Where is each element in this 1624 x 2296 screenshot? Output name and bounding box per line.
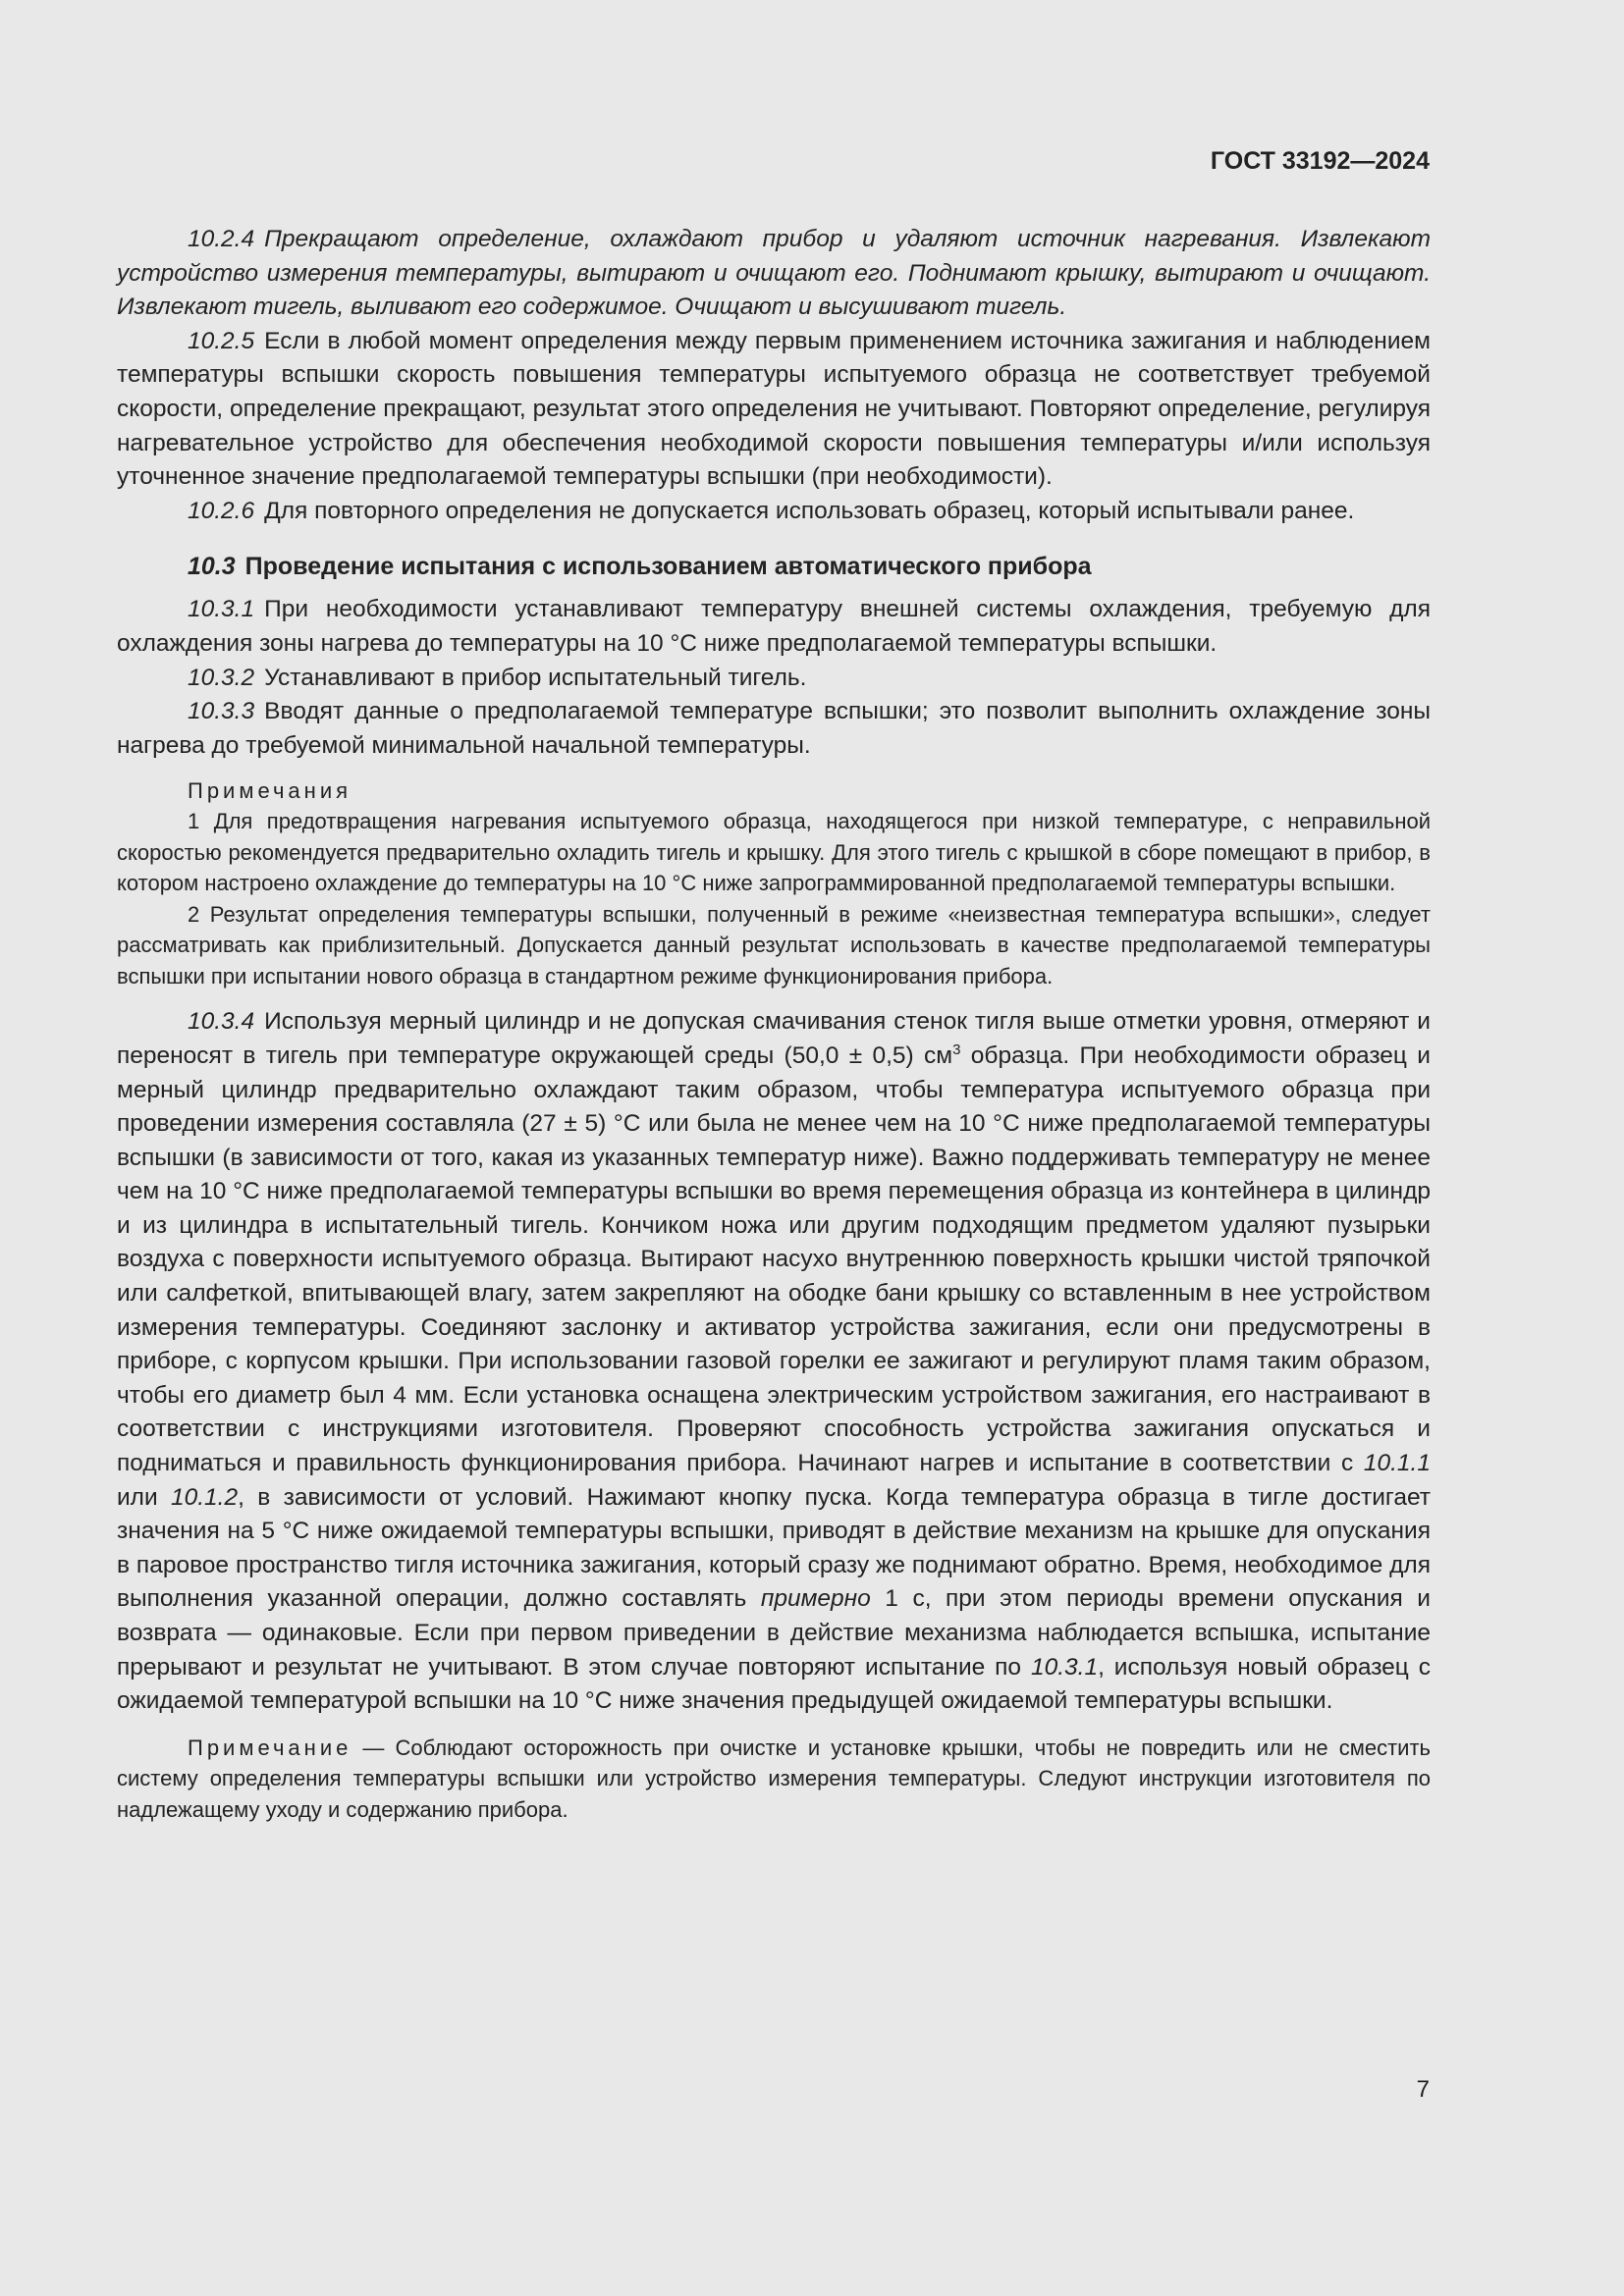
- note-label: Примечание: [188, 1735, 352, 1760]
- clause-text-part: Используя мерный цилиндр и не допуская смачивания стенок тигля выше отметки уровня, отмеряют и переносят в тигель при температуре окружающей среды (50,0 ± 0,5) см: [117, 1008, 1431, 1069]
- paragraph-10-2-6: [117, 495, 1431, 529]
- clause-number: 10.2.5: [188, 327, 255, 354]
- paragraph-10-2-5: [117, 325, 1431, 495]
- clause-number: 10.3.3: [188, 698, 255, 725]
- section-title: Проведение испытания с использованием автоматического прибора: [244, 553, 1092, 581]
- clause-reference: 10.3.1: [1030, 1653, 1099, 1681]
- clause-reference: 10.1.1: [1363, 1450, 1431, 1477]
- clause-number: 10.2.6: [188, 497, 255, 524]
- note-1: 1 Для предотвращения нагревания испытуемого образца, находящегося при низкой температуре, с неправильной скоростью рекомендуется предварительно охладить тигель и крышку. Для этого тигель с крышкой в сборе помещают в прибор, в котором настроено охлаждение до температуры на 10 °С ниже запрограммированной предполагаемой температуры вспышки.: [117, 809, 1431, 896]
- clause-number: 10.3.1: [188, 596, 255, 623]
- notes-title: Примечания: [188, 778, 352, 804]
- emphasis: примерно: [760, 1585, 871, 1613]
- superscript: 3: [952, 1041, 961, 1058]
- clause-text-part: 1 с, при этом периоды времени опускания и возврата — одинаковые. Если при первом приведении в действие механизма наблюдается вспышка, испытание прерывают и результат не учитывают. В этом случае повторяют испытание по: [117, 1585, 1431, 1681]
- document-code-header: ГОСТ 33192—2024: [1210, 147, 1430, 175]
- clause-text: Для повторного определения не допускается использовать образец, который испытывали ранее.: [264, 497, 1355, 524]
- section-number: 10.3: [188, 553, 236, 581]
- clause-reference: 10.1.2: [171, 1483, 239, 1511]
- paragraph-10-3-3: [117, 695, 1431, 763]
- clause-text: Если в любой момент определения между первым применением источника зажигания и наблюдением температуры вспышки скорость повышения температуры испытуемого образца не соответствует требуемой скорости, определение прекращают, результат этого определения не учитывают. Повторяют определение, регулируя нагревательное устройство для обеспечения необходимой скорости повышения температуры и/или используя уточненное значение предполагаемой температуры вспышки (при необходимости).: [117, 327, 1431, 491]
- clause-text: При необходимости устанавливают температуру внешней системы охлаждения, требуемую для охлаждения зоны нагрева до температуры на 10 °С ниже предполагаемой температуры вспышки.: [117, 596, 1431, 657]
- note-2: 2 Результат определения температуры вспышки, полученный в режиме «неизвестная температура вспышки», следует рассматривать как приблизительный. Допускается данный результат использовать в качестве предполагаемой температуры вспышки при испытании нового образца в стандартном режиме функционирования прибора.: [117, 901, 1431, 988]
- paragraph-10-3-2: [117, 662, 1431, 696]
- section-heading-10-3: [117, 550, 1431, 583]
- note-text: — Соблюдают осторожность при очистке и установке крышки, чтобы не повредить или не сместить систему определения температуры вспышки или устройство измерения температуры. Следуют инструкции изготовителя по надлежащему уходу и содержанию прибора.: [117, 1735, 1431, 1822]
- document-body: [117, 223, 1431, 1825]
- clause-text-part: , используя новый образец с ожидаемой температурой вспышки на 10 °С ниже значения предыдущей ожидаемой температуры вспышки.: [117, 1653, 1431, 1715]
- paragraph-10-2-4: [117, 223, 1431, 325]
- clause-text-part: образца. При необходимости образец и мерный цилиндр предварительно охлаждают таким образом, чтобы температура испытуемого образца при проведении измерения составляла (27 ± 5) °С или была не менее чем на 10 °С ниже предполагаемой температуры вспышки (в зависимости от того, какая из указанных температур ниже). Важно поддерживать температуру не менее чем на 10 °С ниже предполагаемой температуры вспышки во время перемещения образца из контейнера в цилиндр и из цилиндра в испытательный тигель. Кончиком ножа или другим подходящим предметом удаляют пузырьки воздуха с поверхности испытуемого образца. Вытирают насухо внутреннюю поверхность крышки чистой тряпочкой или салфеткой, впитывающей влагу, затем закрепляют на ободке бани крышку со вставленным в нее устройством измерения температуры. Соединяют заслонку и активатор устройства зажигания, если они предусмотрены в приборе, с корпусом крышки. При использовании газовой горелки ее зажигают и регулируют пламя таким образом, чтобы его диаметр был 4 мм. Если установка оснащена электрическим устройством зажигания, его настраивают в соответствии с инструкциями изготовителя. Проверяют способность устройства зажигания опускаться и подниматься и правильность функционирования прибора. Начинают нагрев и испытание в соответствии с: [117, 1041, 1431, 1477]
- clause-text-part: или: [117, 1483, 171, 1511]
- clause-number: 10.3.4: [188, 1008, 255, 1036]
- final-note: [117, 1733, 1431, 1826]
- clause-number: 10.2.4: [188, 226, 255, 252]
- clause-number: 10.3.2: [188, 664, 255, 691]
- paragraph-10-3-1: [117, 593, 1431, 661]
- clause-text: Устанавливают в прибор испытательный тигель.: [264, 664, 807, 691]
- clause-text: Прекращают определение, охлаждают прибор и удаляют источник нагревания. Извлекают устройство измерения температуры, вытирают и очищают его. Поднимают крышку, вытирают и очищают. Извлекают тигель, выливают его содержимое. Очищают и высушивают тигель.: [117, 226, 1431, 321]
- page-number: 7: [1416, 2076, 1430, 2103]
- paragraph-10-3-4: [117, 1005, 1431, 1718]
- clause-text-part: , в зависимости от условий. Нажимают кнопку пуска. Когда температура образца в тигле достигает значения на 5 °С ниже ожидаемой температуры вспышки, приводят в действие механизм на крышке для опускания в паровое пространство тигля источника зажигания, который сразу же поднимают обратно. Время, необходимое для выполнения указанной операции, должно составлять: [117, 1483, 1431, 1613]
- clause-text: Вводят данные о предполагаемой температуре вспышки; это позволит выполнить охлаждение зоны нагрева до требуемой минимальной начальной температуры.: [117, 698, 1431, 759]
